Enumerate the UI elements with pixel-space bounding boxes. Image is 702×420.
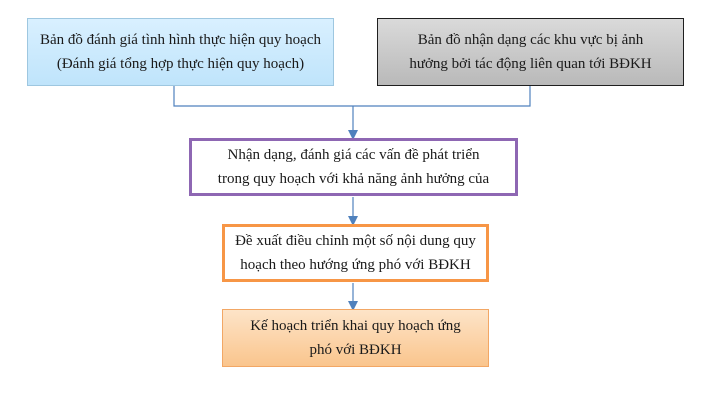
box4-line2: hoạch theo hướng ứng phó với BĐKH (240, 257, 471, 273)
connector-merge (174, 86, 530, 106)
box2-line2: hưởng bởi tác động liên quan tới BĐKH (409, 56, 652, 72)
box4-line1: Đề xuất điều chỉnh một số nội dung quy (235, 233, 476, 249)
box5-line2: phó với BĐKH (309, 342, 402, 358)
box1-line1: Bản đồ đánh giá tình hình thực hiện quy hoạch (40, 32, 321, 48)
box5-line1: Kế hoạch triển khai quy hoạch ứng (250, 318, 461, 334)
box3-line2: trong quy hoạch với khả năng ảnh hưởng của (217, 171, 490, 187)
identify-assess-box (189, 138, 518, 196)
implementation-plan-box (222, 309, 489, 367)
climate-impact-map-box (377, 18, 684, 86)
box1-line2: (Đánh giá tổng hợp thực hiện quy hoạch) (56, 56, 305, 72)
box3-line1: Nhận dạng, đánh giá các vấn đề phát triển (227, 147, 480, 163)
propose-adjustment-box (222, 224, 489, 282)
box2-line1: Bản đồ nhận dạng các khu vực bị ảnh (417, 32, 644, 48)
planning-assessment-map-box (27, 18, 334, 86)
